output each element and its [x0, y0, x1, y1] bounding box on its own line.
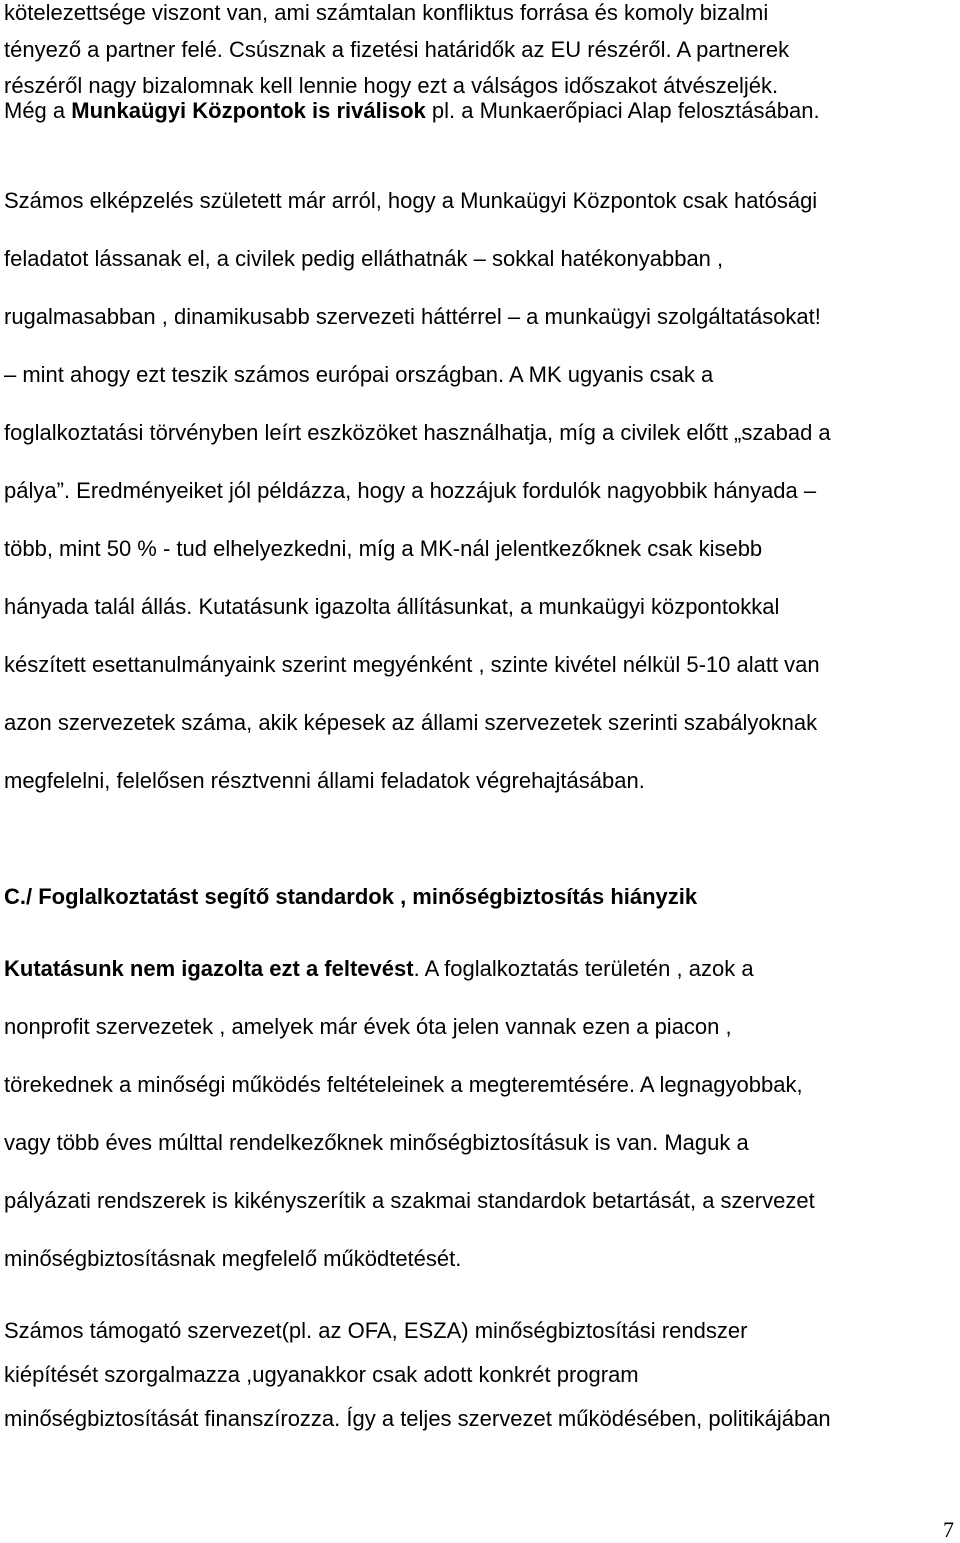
text-run: . A foglalkoztatás területén , azok a — [413, 956, 754, 981]
text-line: – mint ahogy ezt teszik számos európai országban. A MK ugyanis csak a — [4, 362, 714, 387]
text-run: pl. a Munkaerőpiaci Alap felosztásában. — [425, 98, 820, 123]
text-line — [4, 956, 754, 982]
text-line: azon szervezetek száma, akik képesek az állami szervezetek szerinti szabályoknak — [4, 710, 818, 735]
section-heading: C./ Foglalkoztatást segítő standardok , minőségbiztosítás hiányzik — [4, 884, 698, 909]
text-line: kötelezettsége viszont van, ami számtalan konfliktus forrása és komoly bizalmi — [4, 0, 769, 25]
text-line: vagy több éves múlttal rendelkezőknek minőségbiztosításuk is van. Maguk a — [4, 1130, 749, 1155]
text-line: rugalmasabban , dinamikusabb szervezeti háttérrel – a munkaügyi szolgáltatásokat! — [4, 304, 821, 329]
text-line: pályázati rendszerek is kikényszerítik a szakmai standardok betartását, a szervezet — [4, 1188, 815, 1213]
text-line: hányada talál állás. Kutatásunk igazolta állításunkat, a munkaügyi központokkal — [4, 594, 780, 619]
text-line: tényező a partner felé. Csúsznak a fizetési határidők az EU részéről. A partnerek — [4, 37, 790, 62]
text-run: Még a — [4, 98, 72, 123]
text-line: foglalkoztatási törvényben leírt eszközöket használhatja, míg a civilek előtt „szabad a — [4, 420, 831, 445]
text-line: nonprofit szervezetek , amelyek már évek óta jelen vannak ezen a piacon , — [4, 1014, 732, 1039]
text-line: minőségbiztosításnak megfelelő működtetését. — [4, 1246, 462, 1271]
text-line: feladatot lássanak el, a civilek pedig elláthatnák – sokkal hatékonyabban , — [4, 246, 724, 271]
bold-phrase: Munkaügyi Központok is riválisok — [71, 98, 426, 123]
text-line: kiépítését szorgalmazza ,ugyanakkor csak adott konkrét program — [4, 1362, 639, 1387]
bold-phrase: Kutatásunk nem igazolta ezt a feltevést — [4, 956, 414, 981]
text-line: Számos támogató szervezet(pl. az OFA, ESZA) minőségbiztosítási rendszer — [4, 1318, 748, 1343]
text-line: törekednek a minőségi működés feltételeinek a megteremtésére. A legnagyobbak, — [4, 1072, 803, 1097]
text-line: minőségbiztosítását finanszírozza. Így a teljes szervezet működésében, politikájában — [4, 1406, 831, 1431]
text-line: Számos elképzelés született már arról, hogy a Munkaügyi Központok csak hatósági — [4, 188, 818, 213]
page-number: 7 — [943, 1517, 954, 1542]
text-line: több, mint 50 % - tud elhelyezkedni, míg a MK-nál jelentkezőknek csak kisebb — [4, 536, 763, 561]
text-line: pálya”. Eredményeiket jól példázza, hogy a hozzájuk fordulók nagyobbik hányada – — [4, 478, 817, 503]
text-line — [4, 98, 820, 124]
text-line: megfelelni, felelősen résztvenni állami feladatok végrehajtásában. — [4, 768, 645, 793]
text-line: készített esettanulmányaink szerint megyénként , szinte kivétel nélkül 5-10 alatt van — [4, 652, 820, 677]
text-line: részéről nagy bizalomnak kell lennie hogy ezt a válságos időszakot átvészeljék. — [4, 73, 779, 98]
